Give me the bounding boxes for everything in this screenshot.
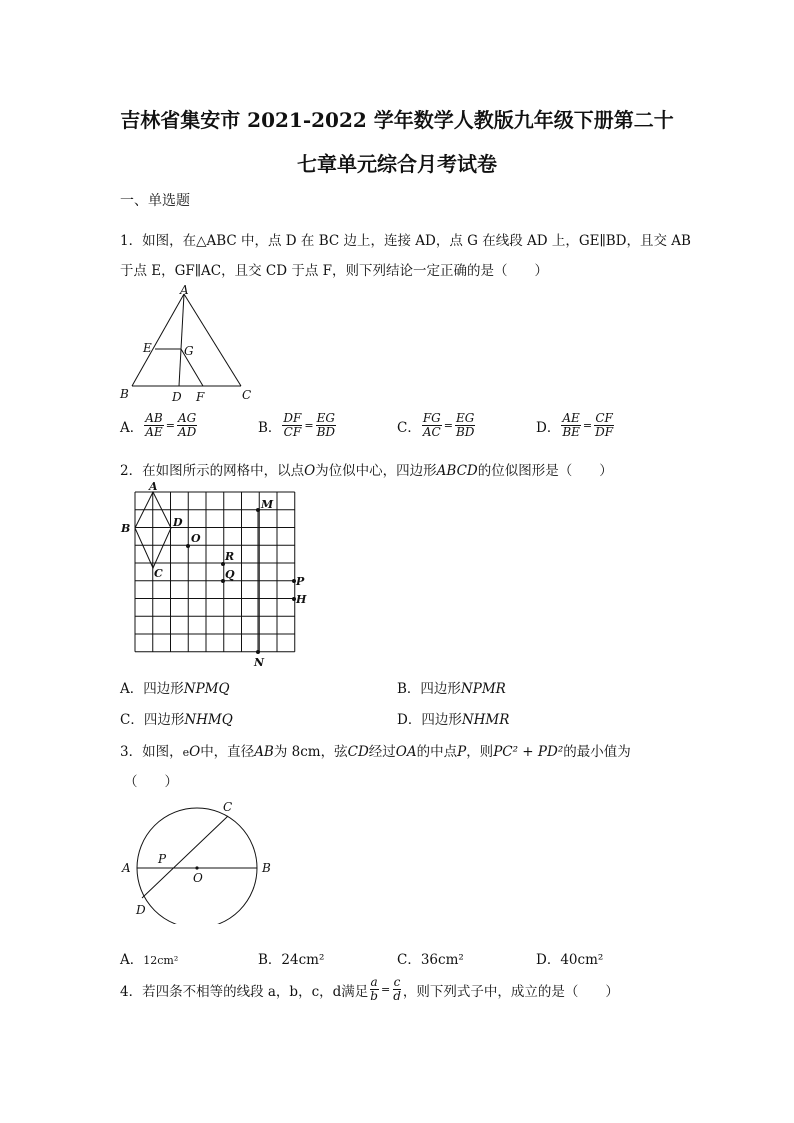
q3-option-d[interactable]: D．40cm² xyxy=(536,952,604,968)
segment-ad xyxy=(179,294,184,386)
label-q: Q xyxy=(225,568,235,581)
label-e: E xyxy=(143,341,152,355)
label-f: F xyxy=(196,390,205,404)
label-r: R xyxy=(225,550,235,563)
label-a: A xyxy=(122,861,131,875)
label-d: D xyxy=(173,516,183,529)
q3-option-a[interactable]: A．12cm² xyxy=(120,952,179,968)
label-c: C xyxy=(154,567,163,580)
label-d: D xyxy=(136,903,146,917)
label-b: B xyxy=(120,387,129,401)
q1-option-b[interactable]: B． $\frac{DF}{CF}$ = $\frac{EG}{BD}$ xyxy=(258,411,336,439)
q3-circle-figure xyxy=(112,796,282,924)
label-g: G xyxy=(184,344,194,358)
page-subtitle: 七章单元综合月考试卷 xyxy=(297,152,497,176)
q1-option-a[interactable]: A． $\frac{AB}{AE}$ = $\frac{AG}{AD}$ xyxy=(120,411,197,439)
label-o: O xyxy=(191,532,201,545)
q1-triangle-figure xyxy=(112,282,272,406)
q2-option-a[interactable]: A．四边形NPMQ xyxy=(120,681,230,697)
q1-option-c[interactable]: C． $\frac{FG}{AC}$ = $\frac{EG}{BD}$ xyxy=(397,411,475,439)
label-d: D xyxy=(172,390,182,404)
chord-cd xyxy=(142,816,228,898)
q2-stem: 2．在如图所示的网格中，以点O为位似中心，四边形ABCD的位似图形是（ ） xyxy=(120,463,613,479)
label-b: B xyxy=(121,522,131,535)
q1-option-d[interactable]: D． $\frac{AE}{BE}$ = $\frac{CF}{DF}$ xyxy=(536,411,614,439)
q3-option-b[interactable]: B．24cm² xyxy=(258,952,325,968)
label-h: H xyxy=(296,593,307,606)
circle-o xyxy=(137,808,257,924)
side-ac xyxy=(184,294,241,386)
label-a: A xyxy=(149,480,158,493)
label-c: C xyxy=(223,800,233,814)
label-o: O xyxy=(193,871,203,885)
center-point xyxy=(195,866,198,869)
label-p: P xyxy=(296,575,305,588)
q2-option-d[interactable]: D．四边形NHMR xyxy=(397,712,510,728)
q4-stem: 4．若四条不相等的线段 a，b，c，d满足 $\frac{a}{b}$ = $\frac{c}{d}$ ，则下列式子中，成立的是（ ） xyxy=(120,975,619,1003)
side-ab xyxy=(132,294,184,386)
label-m: M xyxy=(261,498,274,511)
label-c: C xyxy=(242,388,252,402)
q3-stem-line2: （ ） xyxy=(124,774,178,790)
q1-stem-line2: 于点 E，GF∥AC，且交 CD 于点 F，则下列结论一定正确的是（ ） xyxy=(120,263,549,279)
label-n: N xyxy=(254,656,265,669)
q1-stem-line1: 1．如图，在△ABC 中，点 D 在 BC 边上，连接 AD，点 G 在线段 AD 上，GE∥BD，且交 AB xyxy=(120,233,691,249)
q3-option-c[interactable]: C．36cm² xyxy=(397,952,464,968)
point-o xyxy=(186,544,190,548)
page-title: 吉林省集安市 2021-2022 学年数学人教版九年级下册第二十 xyxy=(120,108,674,132)
q2-option-b[interactable]: B．四边形NPMR xyxy=(397,681,506,697)
label-p: P xyxy=(158,852,167,866)
section-heading: 一、单选题 xyxy=(120,193,190,209)
point-m xyxy=(256,508,260,512)
q3-stem: 3．如图，eO中，直径AB为 8cm，弦CD经过OA的中点P，则PC² + PD²的最小值为 xyxy=(120,744,631,760)
label-a: A xyxy=(180,283,189,297)
label-b: B xyxy=(262,861,271,875)
point-n xyxy=(256,650,260,654)
q2-option-c[interactable]: C．四边形NHMQ xyxy=(120,712,233,728)
q2-grid-figure xyxy=(118,480,318,670)
